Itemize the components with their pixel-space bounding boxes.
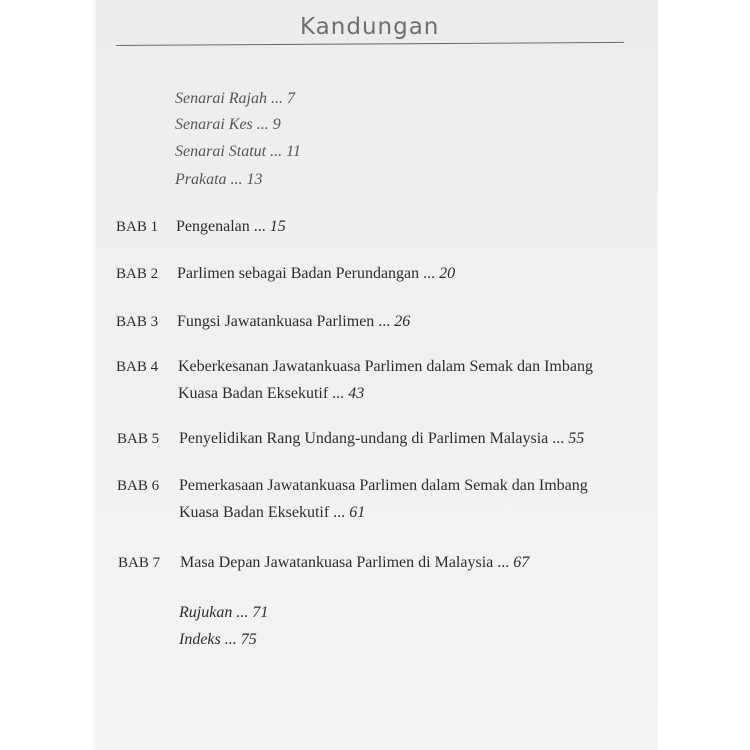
chapter-number: BAB 4 bbox=[116, 359, 159, 375]
chapter-number: BAB 6 bbox=[117, 478, 160, 494]
chapter-title: Pemerkasaan Jawatankuasa Parlimen dalam Semak dan Imbang Kuasa Badan Eksekutif ... 61 bbox=[179, 477, 588, 521]
chapter-title: Pengenalan ... 15 bbox=[176, 218, 286, 235]
toc-front-entry: Senarai Kes ... 9 bbox=[175, 116, 281, 133]
toc-front-entry: Prakata ... 13 bbox=[175, 171, 263, 188]
toc-front-entry: Senarai Rajah ... 7 bbox=[175, 90, 295, 107]
chapter-number: BAB 1 bbox=[116, 219, 159, 235]
chapter-number: BAB 7 bbox=[118, 555, 161, 571]
toc-front-entry: Senarai Statut ... 11 bbox=[175, 143, 301, 160]
toc-back-entry: Indeks ... 75 bbox=[179, 631, 257, 648]
chapter-title: Penyelidikan Rang Undang-undang di Parlimen Malaysia ... 55 bbox=[179, 430, 585, 447]
chapter-title: Masa Depan Jawatankuasa Parlimen di Malaysia ... 67 bbox=[180, 554, 530, 571]
chapter-number: BAB 3 bbox=[116, 314, 159, 330]
chapter-title: Fungsi Jawatankuasa Parlimen ... 26 bbox=[177, 313, 411, 330]
chapter-title: Keberkesanan Jawatankuasa Parlimen dalam Semak dan Imbang Kuasa Badan Eksekutif ... 43 bbox=[178, 358, 593, 402]
chapter-number: BAB 2 bbox=[116, 266, 159, 282]
page-title: Kandungan bbox=[300, 14, 440, 40]
chapter-number: BAB 5 bbox=[117, 431, 160, 447]
chapter-title: Parlimen sebagai Badan Perundangan ... 20 bbox=[177, 265, 456, 282]
toc-back-entry: Rujukan ... 71 bbox=[179, 604, 269, 621]
